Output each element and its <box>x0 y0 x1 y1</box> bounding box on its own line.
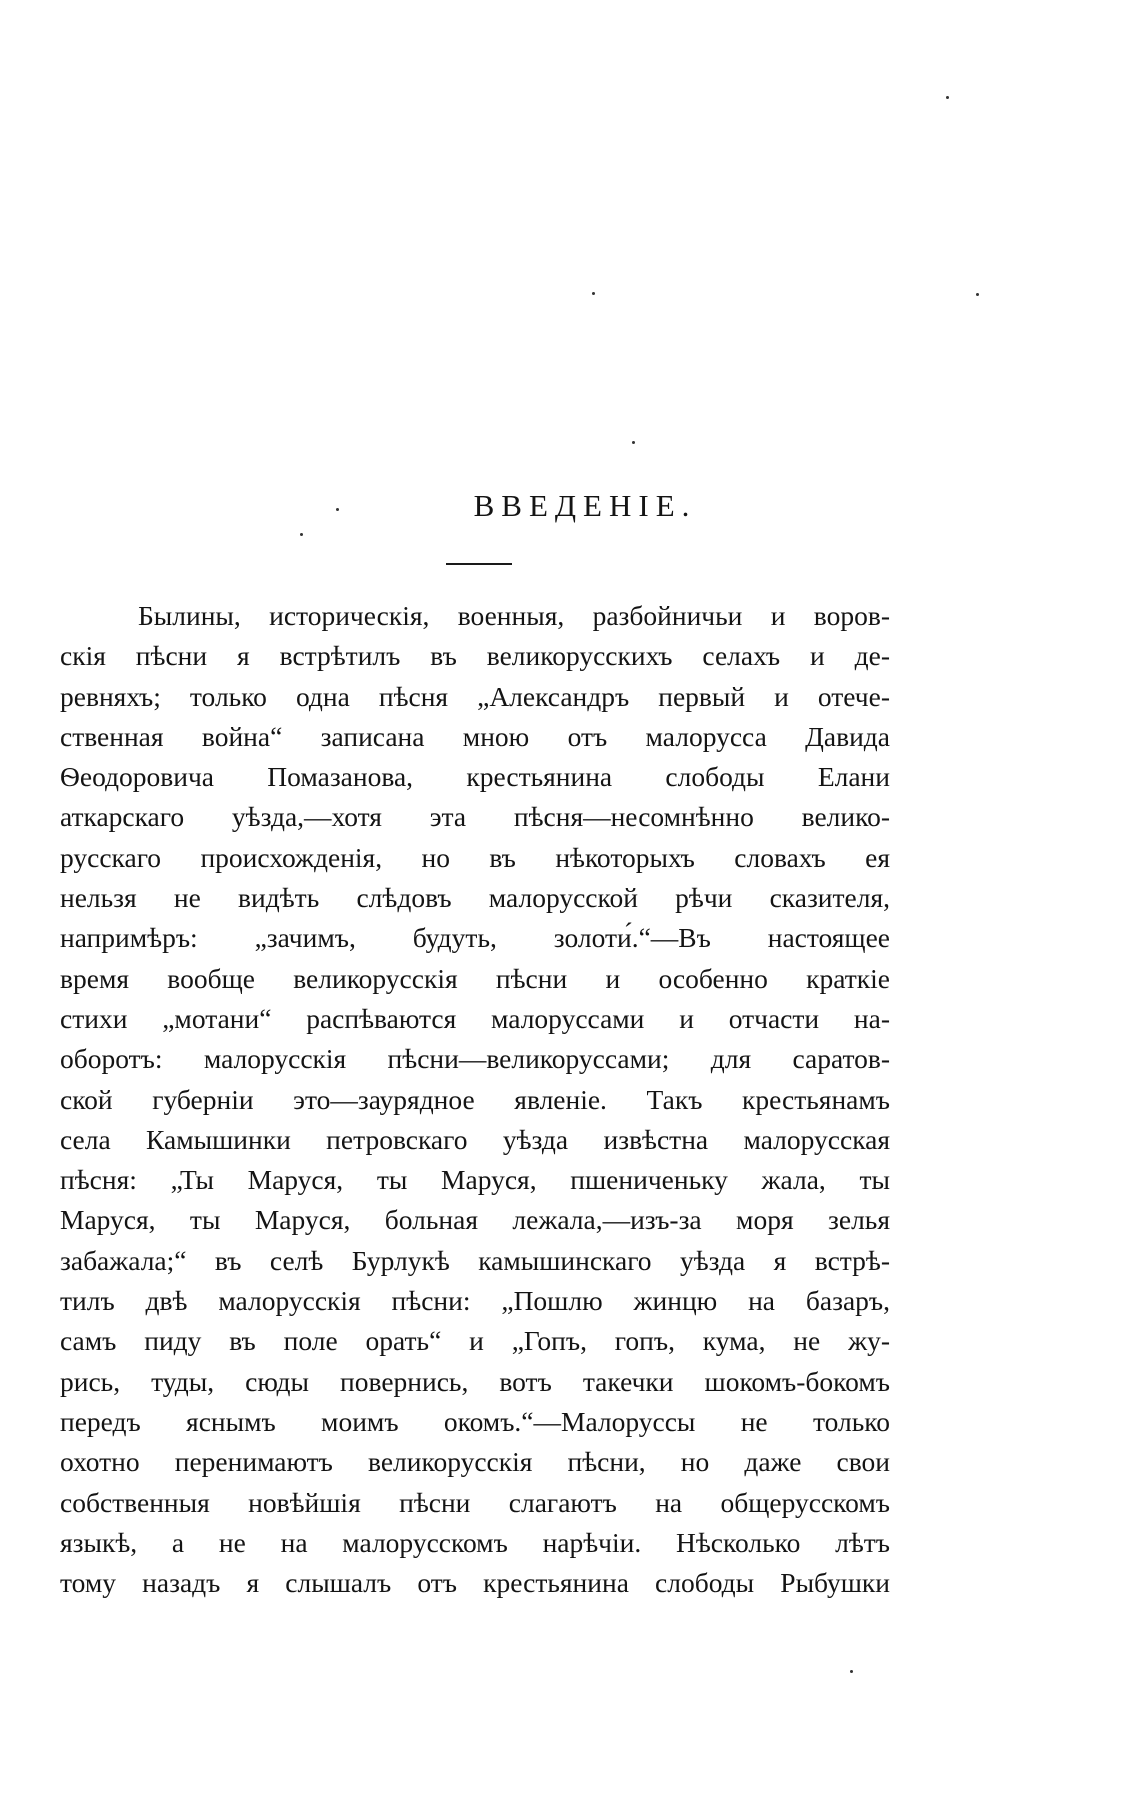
scan-speck <box>592 292 595 295</box>
text-line: Маруся, ты Маруся, больная лежала,—изъ-за моря зелья <box>60 1204 890 1236</box>
text-line: передъ яснымъ моимъ окомъ.“—Малоруссы не только <box>60 1405 890 1437</box>
text-line: рись, туды, сюды повернись, вотъ такечки шокомъ-бокомъ <box>60 1365 890 1397</box>
scan-speck <box>946 96 949 99</box>
scan-speck <box>850 1670 853 1673</box>
text-line: языкѣ, а не на малорусскомъ нарѣчіи. Нѣсколько лѣтъ <box>60 1526 890 1558</box>
body-paragraph <box>60 596 890 1603</box>
scan-speck <box>336 508 339 511</box>
text-line: пѣсня: „Ты Маруся, ты Маруся, пшениченьку жала, ты <box>60 1164 890 1196</box>
text-line: оборотъ: малорусскія пѣсни—великоруссами; для саратов- <box>60 1043 890 1075</box>
text-line: тому назадъ я слышалъ отъ крестьянина слободы Рыбушки <box>60 1567 890 1599</box>
heading-divider <box>446 563 512 565</box>
text-line: села Камышинки петровскаго уѣзда извѣстна малорусская <box>60 1123 890 1155</box>
chapter-heading: ВВЕДЕНІЕ. <box>473 488 697 523</box>
text-line: нельзя не видѣть слѣдовъ малорусской рѣчи сказителя, <box>60 882 890 914</box>
text-line: собственныя новѣйшія пѣсни слагаютъ на общерусскомъ <box>60 1486 890 1518</box>
text-line: русскаго происхожденія, но въ нѣкоторыхъ словахъ ея <box>60 841 890 873</box>
text-line: ревняхъ; только одна пѣсня „Александръ первый и отече- <box>60 680 890 712</box>
text-line: Ѳеодоровича Помазанова, крестьянина слободы Елани <box>60 761 890 793</box>
text-line: забажала;“ въ селѣ Бурлукѣ камышинскаго уѣзда я встрѣ- <box>60 1244 890 1276</box>
text-line: самъ пиду въ поле орать“ и „Гопъ, гопъ, кума, не жу- <box>60 1325 890 1357</box>
text-line: скія пѣсни я встрѣтилъ въ великорусскихъ селахъ и де- <box>60 640 890 672</box>
text-line: стихи „мотани“ распѣваются малоруссами и отчасти на- <box>60 1002 890 1034</box>
text-line: аткарскаго уѣзда,—хотя эта пѣсня—несомнѣнно велико- <box>60 801 890 833</box>
text-line: ской губерніи это—заурядное явленіе. Такъ крестьянамъ <box>60 1083 890 1115</box>
text-line: время вообще великорусскія пѣсни и особенно краткіе <box>60 962 890 994</box>
scan-speck <box>632 441 635 444</box>
text-line: Былины, историческія, военныя, разбойничьи и воров- <box>138 600 890 631</box>
text-line: тилъ двѣ малорусскія пѣсни: „Пошлю жинцю на базаръ, <box>60 1285 890 1317</box>
text-line: охотно перенимаютъ великорусскія пѣсни, но даже свои <box>60 1446 890 1478</box>
text-line: напримѣръ: „зачимъ, будуть, золоти́.“—Въ настоящее <box>60 922 890 954</box>
text-line: ственная война“ записана мною отъ малорусса Давида <box>60 720 890 752</box>
scan-speck <box>300 533 303 536</box>
scan-speck <box>976 293 979 296</box>
